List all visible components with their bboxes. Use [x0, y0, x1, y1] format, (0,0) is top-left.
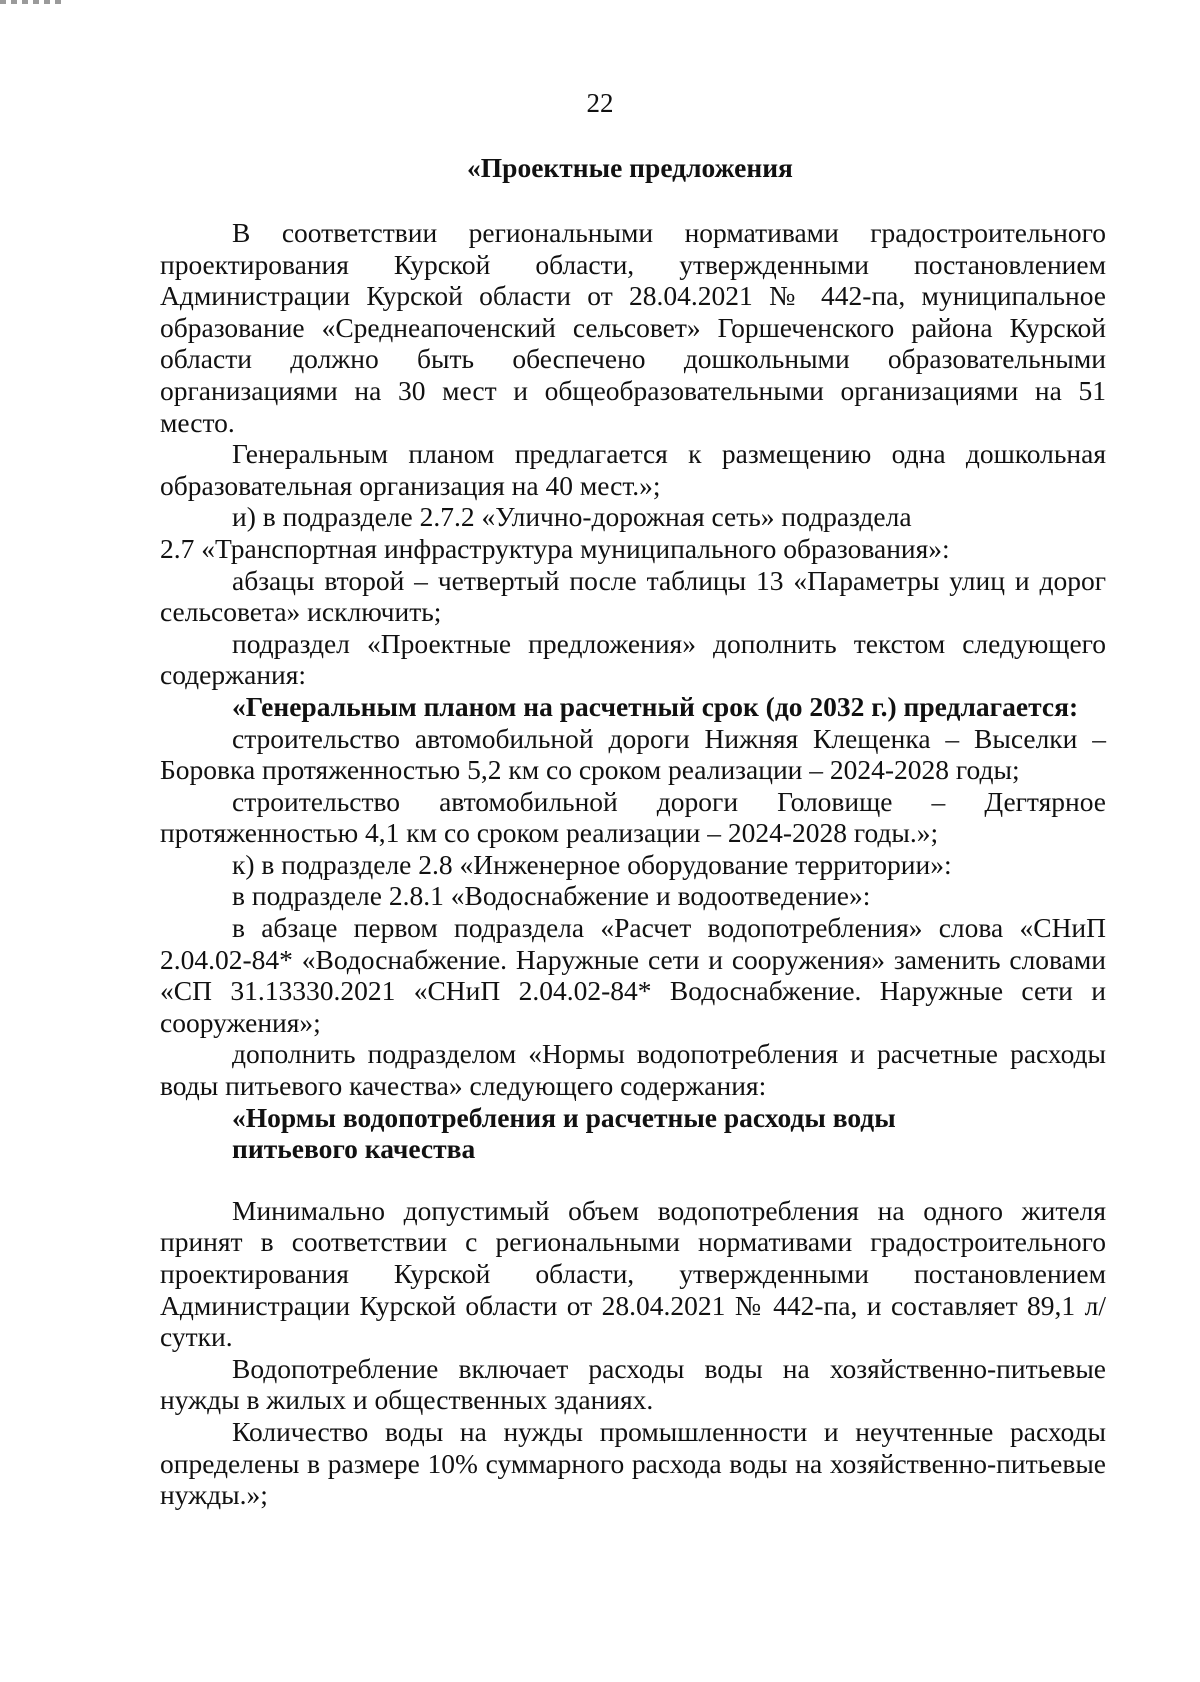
paragraph: Количество воды на нужды промышленности и неучтенные расходы определены в размере 10% суммарного расхода воды на хозяйственно-питьевые нужды.»; [160, 1415, 1106, 1511]
document-body [160, 217, 1106, 1511]
subsection-heading-line-2: питьевого качества [232, 1133, 476, 1165]
paragraph: абзацы второй – четвертый после таблицы 13 «Параметры улиц и дорог сельсовета» исключить; [160, 564, 1106, 628]
paragraph: строительство автомобильной дороги Головище – Дегтярное протяженностью 4,1 км со сроком реализации – 2024-2028 годы.»; [160, 785, 1106, 849]
paragraph: и) в подразделе 2.7.2 «Улично-дорожная сеть» подраздела [232, 501, 912, 533]
paragraph: 2.7 «Транспортная инфраструктура муниципального образования»: [160, 532, 950, 564]
paragraph: Водопотребление включает расходы воды на хозяйственно-питьевые нужды в жилых и общественных зданиях. [160, 1352, 1106, 1416]
paragraph: дополнить подразделом «Нормы водопотребления и расчетные расходы воды питьевого качества» следующего содержания: [160, 1038, 1106, 1102]
paragraph: в подразделе 2.8.1 «Водоснабжение и водоотведение»: [232, 880, 871, 912]
bold-paragraph: «Генеральным планом на расчетный срок (до 2032 г.) предлагается: [232, 690, 1079, 722]
subsection-heading-line-1: «Нормы водопотребления и расчетные расходы воды [232, 1101, 896, 1133]
section-heading: «Проектные предложения [467, 152, 793, 183]
paragraph: подраздел «Проектные предложения» дополнить текстом следующего содержания: [160, 627, 1106, 691]
paragraph: Генеральным планом предлагается к размещению одна дошкольная образовательная организация на 40 мест.»; [160, 438, 1106, 501]
page-number: 22 [586, 88, 614, 118]
paragraph: к) в подразделе 2.8 «Инженерное оборудование территории»: [232, 848, 952, 880]
paragraph: в абзаце первом подраздела «Расчет водопотребления» слова «СНиП 2.04.02-84* «Водоснабжение. Наружные сети и сооружения» заменить словами «СП 31.13330.2021 «СНиП 2.04.02-84* Водоснабжение. Наружные сети и сооружения»; [160, 912, 1106, 1038]
paragraph: строительство автомобильной дороги Нижняя Клещенка – Выселки – Боровка протяженностью 5,2 км со сроком реализации – 2024-2028 годы; [160, 722, 1106, 786]
scan-artifact [0, 0, 62, 4]
paragraph: В соответствии региональными нормативами градостроительного проектирования Курской области, утвержденными постановлением Администрации Курской области от 28.04.2021 № 442-па, муниципальное образование «Среднеапоченский сельсовет» Горшеченского района Курской области должно быть обеспечено дошкольными образовательными организациями на 30 мест и общеобразовательными организациями на 51 место. [160, 217, 1106, 438]
paragraph: Минимально допустимый объем водопотребления на одного жителя принят в соответствии с региональными нормативами градостроительного проектирования Курской области, утвержденными постановлением Администрации Курской области от 28.04.2021 № 442-па, и составляет 89,1 л/сутки. [160, 1194, 1106, 1353]
